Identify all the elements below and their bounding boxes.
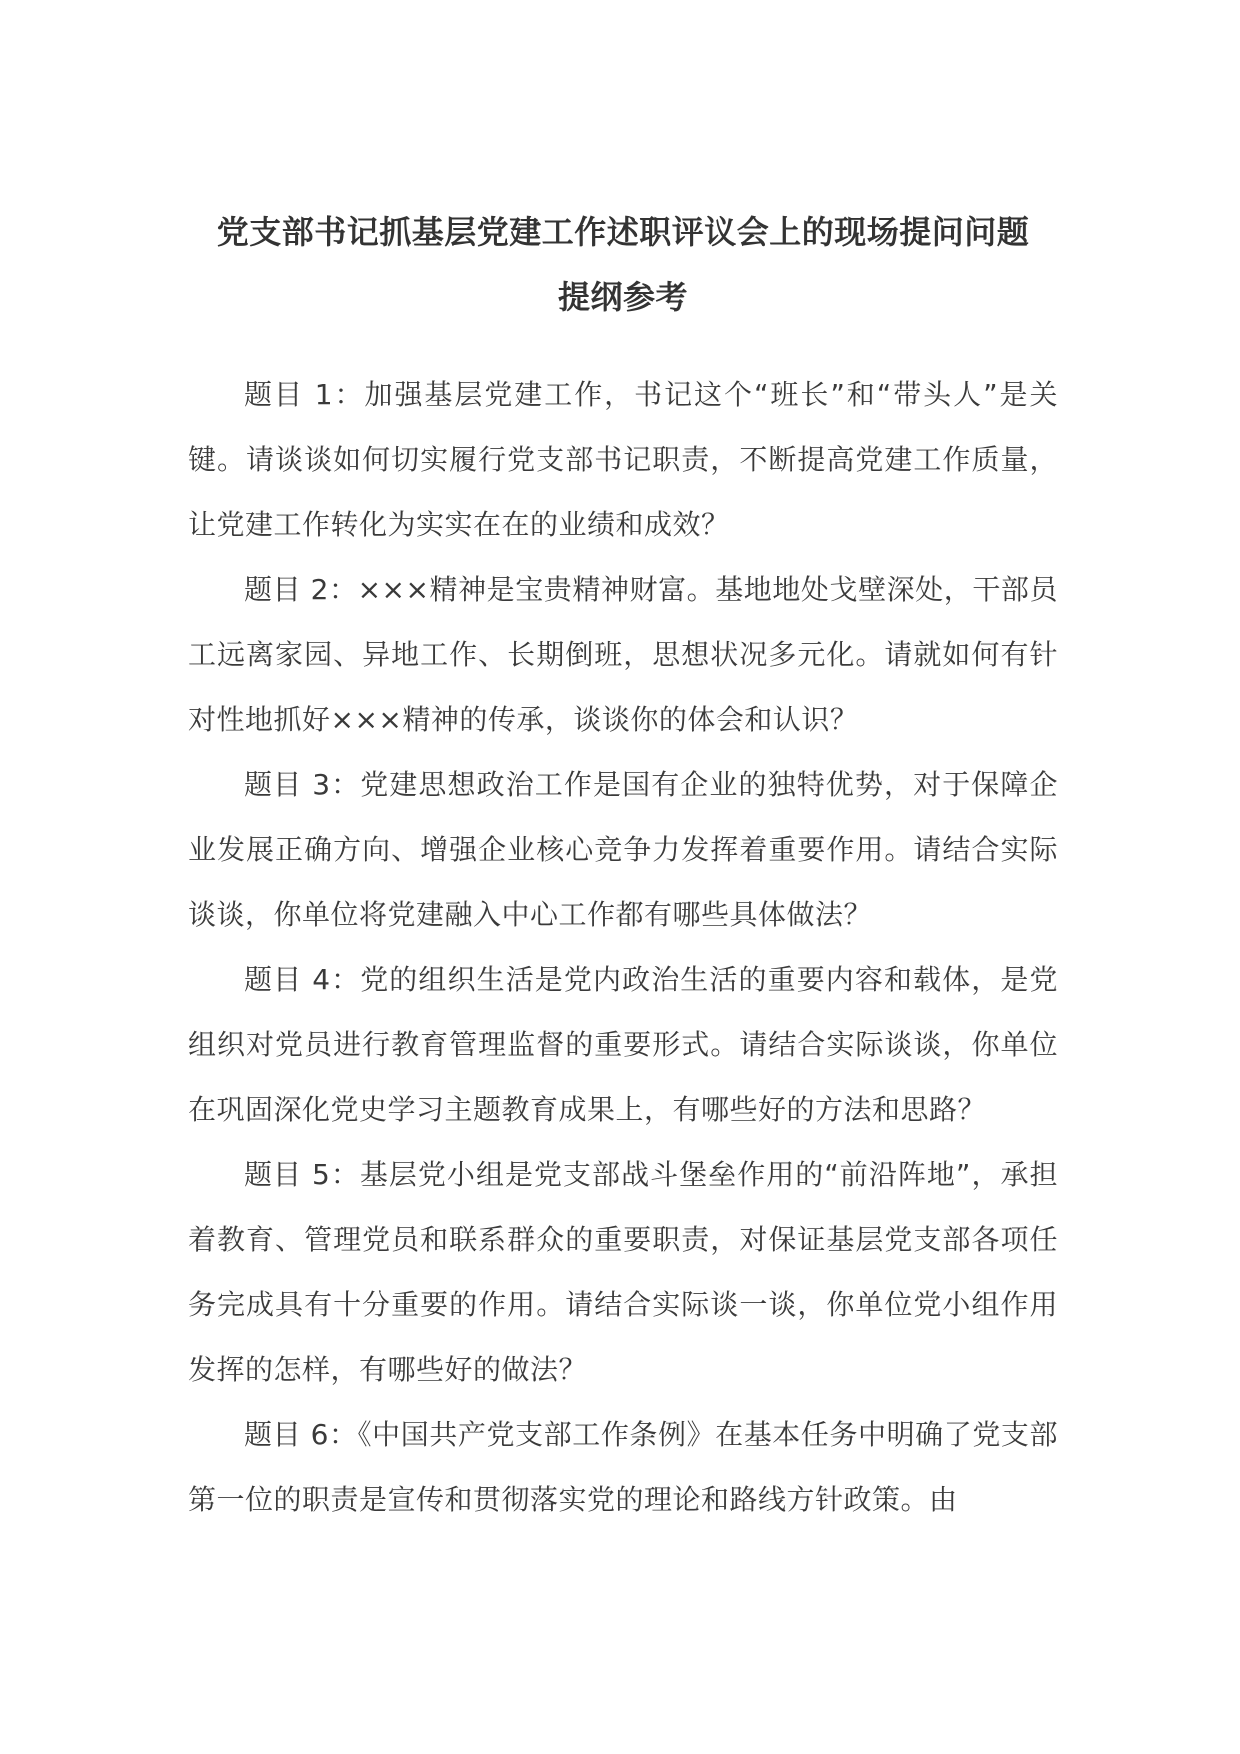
question-3: 题目 3：党建思想政治工作是国有企业的独特优势，对于保障企业发展正确方向、增强企业核心竞争力发挥着重要作用。请结合实际谈谈，你单位将党建融入中心工作都有哪些具体做法？ xyxy=(188,768,1058,931)
title-line-2: 提纲参考 xyxy=(557,278,688,316)
question-4: 题目 4：党的组织生活是党内政治生活的重要内容和载体，是党组织对党员进行教育管理监督的重要形式。请结合实际谈谈，你单位在巩固深化党史学习主题教育成果上，有哪些好的方法和思路？ xyxy=(188,963,1058,1126)
question-6: 题目 6：《中国共产党支部工作条例》在基本任务中明确了党支部第一位的职责是宣传和贯彻落实党的理论和路线方针政策。由 xyxy=(188,1418,1058,1516)
question-1: 题目 1：加强基层党建工作，书记这个“班长”和“带头人”是关键。请谈谈如何切实履行党支部书记职责，不断提高党建工作质量，让党建工作转化为实实在在的业绩和成效？ xyxy=(188,378,1058,541)
document-title xyxy=(188,200,1058,330)
document-page xyxy=(188,200,1058,1532)
question-list xyxy=(188,362,1058,1532)
question-5: 题目 5：基层党小组是党支部战斗堡垒作用的“前沿阵地”，承担着教育、管理党员和联系群众的重要职责，对保证基层党支部各项任务完成具有十分重要的作用。请结合实际谈一谈，你单位党小组作用发挥的怎样，有哪些好的做法？ xyxy=(188,1158,1058,1386)
title-line-1: 党支部书记抓基层党建工作述职评议会上的现场提问问题 xyxy=(216,213,1030,251)
question-2: 题目 2：×××精神是宝贵精神财富。基地地处戈壁深处，干部员工远离家园、异地工作、长期倒班，思想状况多元化。请就如何有针对性地抓好×××精神的传承，谈谈你的体会和认识？ xyxy=(188,573,1058,736)
